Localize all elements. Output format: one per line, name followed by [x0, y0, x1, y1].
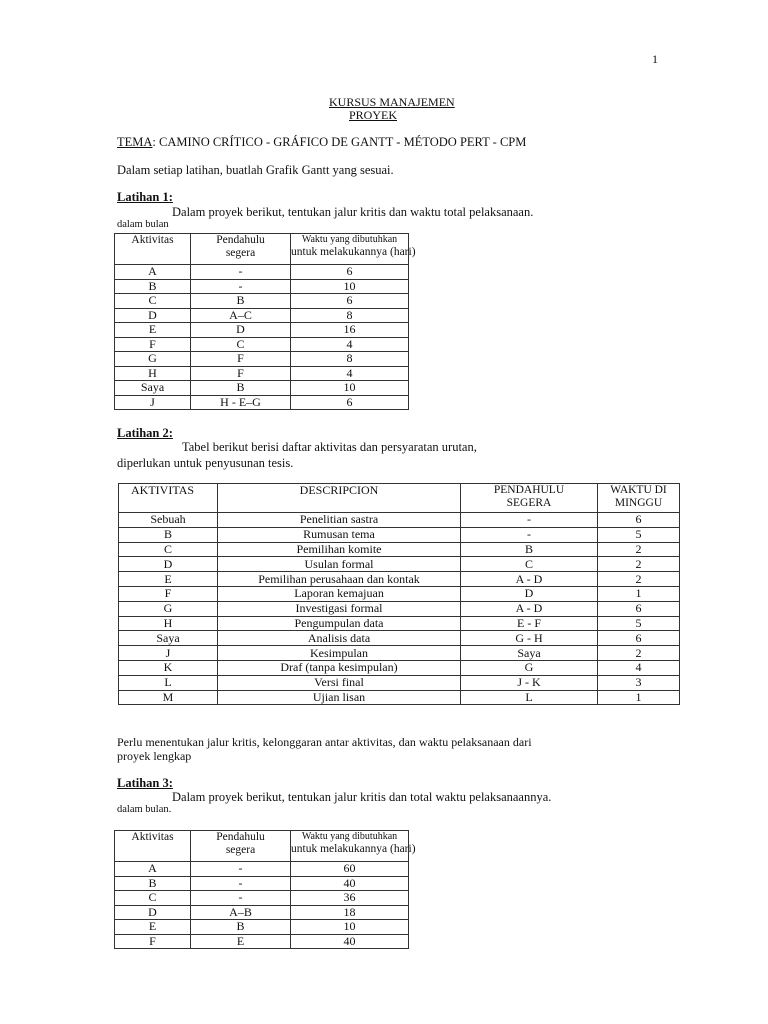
table-cell: Penelitian sastra [218, 513, 461, 528]
latihan-2-heading: Latihan 2: [117, 426, 173, 440]
table-header-row [115, 234, 409, 265]
header-aktivitas: Aktivitas [115, 831, 191, 862]
table-cell: G [461, 660, 598, 675]
table-cell: B [191, 920, 291, 935]
table-cell: Analisis data [218, 631, 461, 646]
table-row [115, 294, 409, 309]
table-row [115, 891, 409, 906]
table-cell: 5 [598, 527, 680, 542]
table-cell: - [191, 265, 291, 280]
table-cell: 40 [291, 934, 409, 949]
table-cell: 2 [598, 542, 680, 557]
table-cell: 3 [598, 675, 680, 690]
table-cell: 10 [291, 381, 409, 396]
table-row [115, 366, 409, 381]
table-cell: Investigasi formal [218, 601, 461, 616]
page-number: 1 [652, 52, 658, 66]
table-cell: Pemilihan komite [218, 542, 461, 557]
table-cell: B [191, 381, 291, 396]
table-cell: H [115, 366, 191, 381]
table-row [115, 381, 409, 396]
latihan-2-after-2: proyek lengkap [117, 749, 192, 763]
latihan-1-text: Dalam proyek berikut, tentukan jalur kritis dan waktu total pelaksanaan. [172, 205, 534, 219]
table-cell: F [191, 366, 291, 381]
header-waktu: Waktu yang dibutuhkan untuk melakukannya (hari) [291, 234, 409, 265]
table-cell: J [115, 395, 191, 410]
latihan-3-note: dalam bulan. [117, 804, 172, 815]
table-cell: 6 [598, 631, 680, 646]
latihan-3-heading: Latihan 3: [117, 776, 173, 790]
table-cell: Usulan formal [218, 557, 461, 572]
table-cell: 6 [291, 294, 409, 309]
table-cell: Saya [461, 646, 598, 661]
table-cell: A [115, 265, 191, 280]
table-cell: Versi final [218, 675, 461, 690]
table-row [115, 876, 409, 891]
table-cell: 2 [598, 557, 680, 572]
table-cell: C [191, 337, 291, 352]
table-cell: 6 [598, 513, 680, 528]
table-cell: D [115, 308, 191, 323]
table-cell: Pengumpulan data [218, 616, 461, 631]
table-cell: Sebuah [119, 513, 218, 528]
latihan-1-note: dalam bulan [117, 219, 169, 230]
table-cell: C [461, 557, 598, 572]
table-row [115, 862, 409, 877]
table-cell: J - K [461, 675, 598, 690]
table-cell: G [115, 352, 191, 367]
table-cell: 16 [291, 323, 409, 338]
table-cell: A–C [191, 308, 291, 323]
latihan-3-text: Dalam proyek berikut, tentukan jalur kritis dan total waktu pelaksanaannya. [172, 790, 552, 804]
table-cell: 2 [598, 572, 680, 587]
table-cell: B [115, 279, 191, 294]
table-cell: F [115, 337, 191, 352]
table-cell: 1 [598, 586, 680, 601]
tema-label: TEMA [117, 135, 153, 149]
table-cell: 8 [291, 352, 409, 367]
table-row [115, 337, 409, 352]
table-header-row [119, 484, 680, 513]
header-pendahulu: Pendahulu segera [191, 234, 291, 265]
table-cell: E [119, 572, 218, 587]
table-cell: Saya [115, 381, 191, 396]
table-cell: 8 [291, 308, 409, 323]
table-cell: 10 [291, 279, 409, 294]
table-cell: D [115, 905, 191, 920]
table-row [119, 631, 680, 646]
table-cell: - [461, 527, 598, 542]
table-cell: D [119, 557, 218, 572]
table-row [119, 690, 680, 705]
table-row [119, 513, 680, 528]
intro-text: Dalam setiap latihan, buatlah Grafik Gantt yang sesuai. [117, 163, 394, 177]
table-cell: Ujian lisan [218, 690, 461, 705]
header-aktivitas: Aktivitas [115, 234, 191, 265]
table-cell: Rumusan tema [218, 527, 461, 542]
table-cell: Pemilihan perusahaan dan kontak [218, 572, 461, 587]
table-row [115, 905, 409, 920]
table-header-row [115, 831, 409, 862]
latihan-2-table [118, 483, 680, 705]
table-cell: - [191, 279, 291, 294]
table-cell: F [119, 586, 218, 601]
table-cell: - [191, 862, 291, 877]
table-cell: Laporan kemajuan [218, 586, 461, 601]
table-cell: F [191, 352, 291, 367]
table-row [115, 920, 409, 935]
table-row [115, 323, 409, 338]
latihan-2-text-2: diperlukan untuk penyusunan tesis. [117, 456, 294, 470]
header-waktu: WAKTU DI MINGGU [598, 484, 680, 513]
table-cell: L [119, 675, 218, 690]
table-cell: H [119, 616, 218, 631]
table-cell: C [119, 542, 218, 557]
latihan-2-text-1: Tabel berikut berisi daftar aktivitas dan persyaratan urutan, [182, 440, 477, 454]
table-cell: 6 [598, 601, 680, 616]
table-cell: - [191, 891, 291, 906]
table-cell: 2 [598, 646, 680, 661]
table-cell: B [191, 294, 291, 309]
table-cell: Kesimpulan [218, 646, 461, 661]
latihan-1-table [114, 233, 416, 410]
table-cell: A - D [461, 601, 598, 616]
table-cell: 36 [291, 891, 409, 906]
table-cell: 40 [291, 876, 409, 891]
table-cell: 5 [598, 616, 680, 631]
table-row [119, 616, 680, 631]
table-cell: A - D [461, 572, 598, 587]
table-row [119, 646, 680, 661]
table-cell: B [119, 527, 218, 542]
table-cell: B [115, 876, 191, 891]
table-row [115, 265, 409, 280]
table-row [119, 527, 680, 542]
table-cell: A–B [191, 905, 291, 920]
table-cell: J [119, 646, 218, 661]
table-row [115, 395, 409, 410]
table-cell: Draf (tanpa kesimpulan) [218, 660, 461, 675]
table-cell: D [461, 586, 598, 601]
table-cell: G - H [461, 631, 598, 646]
table-cell: L [461, 690, 598, 705]
table-cell: 60 [291, 862, 409, 877]
table-row [119, 542, 680, 557]
table-cell: C [115, 891, 191, 906]
table-row [115, 352, 409, 367]
table-cell: Saya [119, 631, 218, 646]
table-row [119, 675, 680, 690]
table-cell: E [115, 920, 191, 935]
table-cell: - [191, 876, 291, 891]
table-cell: H - E–G [191, 395, 291, 410]
latihan-3-table [114, 830, 416, 949]
table-cell: 4 [291, 337, 409, 352]
table-cell: K [119, 660, 218, 675]
title-line-1: KURSUS MANAJEMEN [329, 95, 455, 109]
table-cell: 6 [291, 395, 409, 410]
latihan-2-after-1: Perlu menentukan jalur kritis, kelonggaran antar aktivitas, dan waktu pelaksanaan dari [117, 735, 532, 749]
table-cell: E [115, 323, 191, 338]
table-cell: B [461, 542, 598, 557]
header-pendahulu: PENDAHULU SEGERA [461, 484, 598, 513]
table-cell: G [119, 601, 218, 616]
table-cell: A [115, 862, 191, 877]
table-row [119, 557, 680, 572]
title-line-2: PROYEK [349, 108, 398, 122]
table-row [119, 586, 680, 601]
header-pendahulu: Pendahulu segera [191, 831, 291, 862]
table-cell: E - F [461, 616, 598, 631]
table-cell: F [115, 934, 191, 949]
table-row [115, 308, 409, 323]
table-row [119, 572, 680, 587]
header-aktivitas: AKTIVITAS [119, 484, 218, 513]
table-cell: 18 [291, 905, 409, 920]
table-cell: 1 [598, 690, 680, 705]
table-row [119, 601, 680, 616]
table-row [115, 279, 409, 294]
table-row [119, 660, 680, 675]
table-cell: 4 [598, 660, 680, 675]
table-cell: D [191, 323, 291, 338]
table-cell: 6 [291, 265, 409, 280]
table-row [115, 934, 409, 949]
header-descripcion: DESCRIPCION [218, 484, 461, 513]
table-cell: M [119, 690, 218, 705]
latihan-1-heading: Latihan 1: [117, 190, 173, 204]
tema-line [117, 135, 526, 150]
header-waktu: Waktu yang dibutuhkan untuk melakukannya (hari) [291, 831, 409, 862]
tema-text: : CAMINO CRÍTICO - GRÁFICO DE GANTT - MÉTODO PERT - CPM [152, 135, 527, 149]
table-cell: 4 [291, 366, 409, 381]
table-cell: E [191, 934, 291, 949]
table-cell: - [461, 513, 598, 528]
table-cell: 10 [291, 920, 409, 935]
table-cell: C [115, 294, 191, 309]
